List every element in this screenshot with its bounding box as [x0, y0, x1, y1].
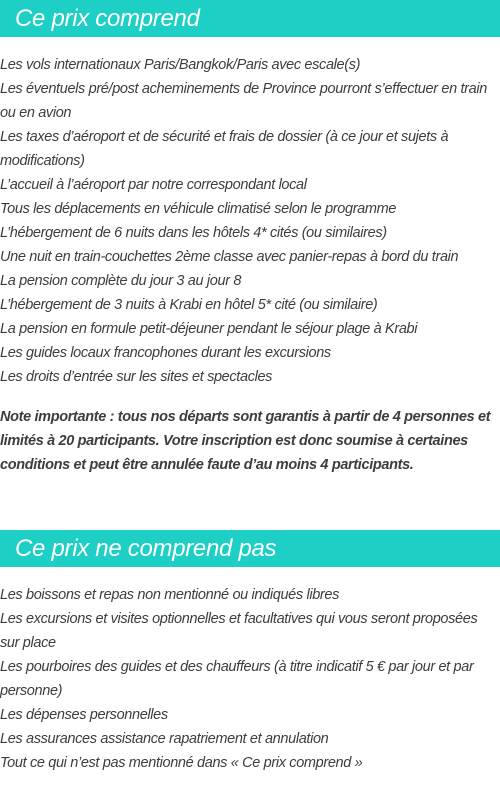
- list-item: Une nuit en train-couchettes 2ème classe avec panier-repas à bord du train: [0, 249, 459, 265]
- list-item: La pension complète du jour 3 au jour 8: [0, 273, 242, 289]
- section-heading-includes: Ce prix comprend: [0, 0, 500, 37]
- list-item: Les vols internationaux Paris/Bangkok/Paris avec escale(s): [0, 57, 361, 73]
- excludes-list: [0, 583, 500, 775]
- list-item: L’hébergement de 3 nuits à Krabi en hôtel 5* cité (ou similaire): [0, 297, 378, 313]
- list-item: Les droits d’entrée sur les sites et spectacles: [0, 369, 273, 385]
- list-item: L’accueil à l’aéroport par notre correspondant local: [0, 177, 307, 193]
- list-item: Les dépenses personnelles: [0, 707, 168, 723]
- list-item: Les éventuels pré/post acheminements de Province pourront s’effectuer en train ou en avion: [0, 81, 487, 121]
- list-item: Les boissons et repas non mentionné ou indiqués libres: [0, 587, 339, 603]
- list-item: Tous les déplacements en véhicule climatisé selon le programme: [0, 201, 397, 217]
- list-item: L’hébergement de 6 nuits dans les hôtels 4* cités (ou similaires): [0, 225, 387, 241]
- list-item: La pension en formule petit-déjeuner pendant le séjour plage à Krabi: [0, 321, 418, 337]
- list-item: Les pourboires des guides et des chauffeurs (à titre indicatif 5 € par jour et par personne): [0, 659, 474, 699]
- list-item: Les excursions et visites optionnelles et facultatives qui vous seront proposées sur place: [0, 611, 478, 651]
- list-item: Tout ce qui n’est pas mentionné dans « Ce prix comprend »: [0, 755, 363, 771]
- list-item: Les assurances assistance rapatriement et annulation: [0, 731, 329, 747]
- section-heading-excludes: Ce prix ne comprend pas: [0, 530, 500, 567]
- list-item: Les taxes d’aéroport et de sécurité et frais de dossier (à ce jour et sujets à modifications): [0, 129, 449, 169]
- list-item: Les guides locaux francophones durant les excursions: [0, 345, 331, 361]
- includes-list: [0, 53, 500, 389]
- important-note: Note importante : tous nos départs sont garantis à partir de 4 personnes et limités à 20 participants. Votre inscription est donc soumise à certaines conditions et peut être annulée faute d’au moins 4 participants.: [0, 409, 491, 473]
- price-excludes-section: [0, 530, 500, 775]
